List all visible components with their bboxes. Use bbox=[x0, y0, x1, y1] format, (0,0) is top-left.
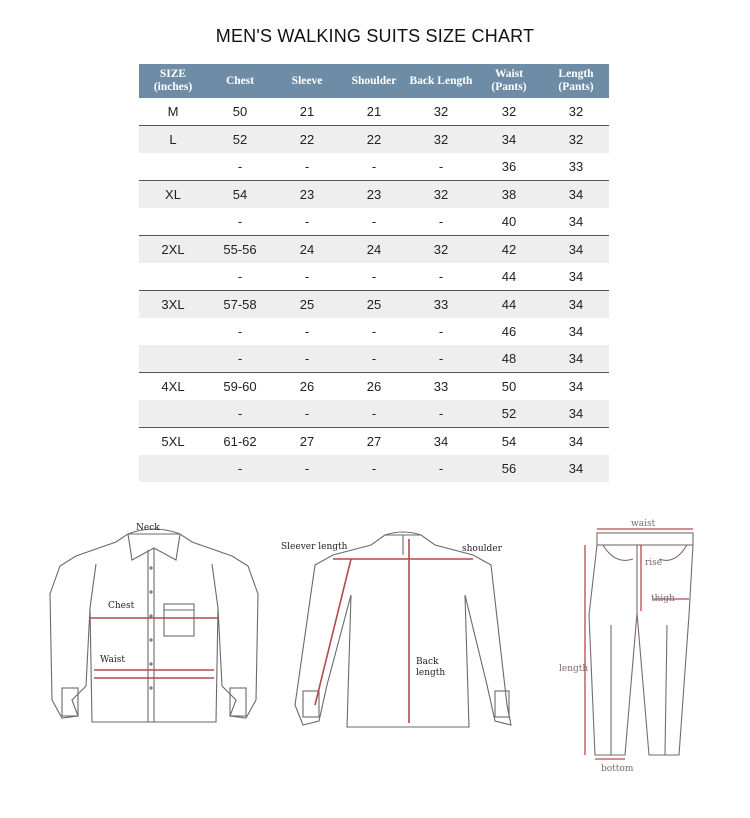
table-row bbox=[139, 428, 609, 456]
cell-shoulder: - bbox=[371, 159, 377, 174]
cell-chest: - bbox=[237, 269, 243, 284]
table-row bbox=[139, 291, 609, 319]
chart-title: MEN'S WALKING SUITS SIZE CHART bbox=[215, 26, 535, 46]
cell-back: 32 bbox=[407, 126, 475, 154]
cell-size bbox=[139, 345, 207, 373]
cell-length: 33 bbox=[568, 159, 584, 174]
table-row bbox=[139, 373, 609, 401]
cell-length: 34 bbox=[568, 324, 584, 339]
cell-sleeve: - bbox=[304, 159, 310, 174]
cell-sleeve: - bbox=[273, 400, 341, 428]
cell-shoulder: - bbox=[341, 345, 407, 373]
cell-back: 33 bbox=[407, 373, 475, 401]
cell-size bbox=[139, 208, 207, 236]
cell-shoulder: - bbox=[371, 269, 377, 284]
table-row bbox=[139, 400, 609, 428]
cell-shoulder: - bbox=[371, 214, 377, 229]
cell-back: 32 bbox=[407, 236, 475, 264]
cell-chest: - bbox=[237, 324, 243, 339]
table-row bbox=[139, 208, 609, 236]
table-row bbox=[139, 345, 609, 373]
cell-length: 34 bbox=[543, 400, 609, 428]
cell-waist: 50 bbox=[475, 373, 543, 401]
cell-size: L bbox=[139, 126, 207, 154]
cell-length: 34 bbox=[543, 455, 609, 482]
cell-size bbox=[139, 263, 207, 291]
cell-waist: 44 bbox=[475, 291, 543, 319]
thigh-label: thigh bbox=[651, 594, 675, 604]
cell-shoulder: 25 bbox=[341, 291, 407, 319]
cell-sleeve: 26 bbox=[273, 373, 341, 401]
cell-size bbox=[139, 318, 207, 345]
cell-length: 34 bbox=[568, 214, 584, 229]
cell-waist: 42 bbox=[475, 236, 543, 264]
cell-length: 34 bbox=[543, 373, 609, 401]
cell-length: 34 bbox=[568, 269, 584, 284]
cell-waist: 56 bbox=[475, 455, 543, 482]
neck-label: Neck bbox=[136, 523, 160, 533]
cell-chest: - bbox=[237, 214, 243, 229]
shirt-front-diagram bbox=[40, 510, 280, 735]
cell-shoulder: 22 bbox=[341, 126, 407, 154]
cell-length: 32 bbox=[543, 126, 609, 154]
cell-waist: 44 bbox=[501, 269, 517, 284]
cell-chest: 54 bbox=[207, 181, 273, 209]
size-chart-table bbox=[139, 64, 609, 482]
cell-shoulder: - bbox=[371, 324, 377, 339]
header-waist: Waist (Pants) bbox=[475, 64, 543, 98]
cell-waist: 48 bbox=[475, 345, 543, 373]
cell-waist: 52 bbox=[475, 400, 543, 428]
cell-shoulder: 23 bbox=[341, 181, 407, 209]
cell-back: - bbox=[407, 455, 475, 482]
shoulder-label: shoulder bbox=[462, 544, 502, 554]
cell-size bbox=[139, 153, 207, 181]
cell-back: 32 bbox=[407, 181, 475, 209]
cell-shoulder: 26 bbox=[341, 373, 407, 401]
header-row bbox=[139, 64, 609, 98]
cell-back: 34 bbox=[407, 428, 475, 456]
cell-waist: 32 bbox=[501, 104, 517, 119]
table-row bbox=[139, 236, 609, 264]
cell-back: - bbox=[438, 324, 444, 339]
cell-size bbox=[139, 400, 207, 428]
waist-label: Waist bbox=[100, 655, 125, 665]
cell-length: 34 bbox=[543, 291, 609, 319]
cell-waist: 38 bbox=[475, 181, 543, 209]
cell-chest: - bbox=[207, 400, 273, 428]
cell-back: 32 bbox=[433, 104, 449, 119]
table-row bbox=[139, 98, 609, 126]
table-row bbox=[139, 263, 609, 291]
cell-size: M bbox=[167, 104, 179, 119]
cell-length: 34 bbox=[543, 428, 609, 456]
chest-label: Chest bbox=[108, 601, 135, 611]
pants-length-label: length bbox=[559, 664, 589, 674]
cell-shoulder: 24 bbox=[341, 236, 407, 264]
cell-sleeve: - bbox=[304, 214, 310, 229]
bottom-label: bottom bbox=[601, 764, 634, 774]
rise-label: rise bbox=[645, 558, 663, 568]
cell-shoulder: 27 bbox=[341, 428, 407, 456]
cell-size: XL bbox=[139, 181, 207, 209]
cell-back: - bbox=[438, 214, 444, 229]
cell-size: 4XL bbox=[139, 373, 207, 401]
cell-shoulder: 21 bbox=[366, 104, 382, 119]
sleeve-length-label: Sleever length bbox=[281, 542, 348, 552]
header-chest: Chest bbox=[207, 64, 273, 98]
cell-waist: 36 bbox=[501, 159, 517, 174]
header-size: SIZE (inches) bbox=[139, 64, 207, 98]
cell-size bbox=[139, 455, 207, 482]
cell-sleeve: 22 bbox=[273, 126, 341, 154]
cell-length: 34 bbox=[543, 236, 609, 264]
cell-chest: 50 bbox=[232, 104, 248, 119]
cell-chest: - bbox=[207, 455, 273, 482]
cell-chest: - bbox=[237, 159, 243, 174]
cell-back: - bbox=[407, 345, 475, 373]
cell-shoulder: - bbox=[341, 455, 407, 482]
cell-waist: 34 bbox=[475, 126, 543, 154]
cell-chest: - bbox=[207, 345, 273, 373]
table-row bbox=[139, 153, 609, 181]
table-row bbox=[139, 455, 609, 482]
cell-sleeve: - bbox=[273, 455, 341, 482]
cell-length: 34 bbox=[543, 181, 609, 209]
cell-waist: 46 bbox=[501, 324, 517, 339]
cell-length: 34 bbox=[543, 345, 609, 373]
cell-length: 32 bbox=[568, 104, 584, 119]
table-row bbox=[139, 181, 609, 209]
cell-sleeve: 24 bbox=[273, 236, 341, 264]
pants-diagram bbox=[555, 515, 715, 775]
cell-size: 5XL bbox=[139, 428, 207, 456]
pants-waist-label: waist bbox=[631, 519, 656, 529]
cell-size: 2XL bbox=[139, 236, 207, 264]
header-shoulder: Shoulder bbox=[341, 64, 407, 98]
back-length-label-1: Back bbox=[416, 657, 439, 667]
cell-back: - bbox=[407, 400, 475, 428]
shirt-back-diagram bbox=[275, 525, 515, 740]
cell-sleeve: 27 bbox=[273, 428, 341, 456]
cell-waist: 54 bbox=[475, 428, 543, 456]
back-length-label-2: length bbox=[416, 668, 446, 678]
header-sleeve: Sleeve bbox=[273, 64, 341, 98]
cell-sleeve: - bbox=[273, 345, 341, 373]
table-row bbox=[139, 318, 609, 345]
cell-chest: 52 bbox=[207, 126, 273, 154]
cell-waist: 40 bbox=[501, 214, 517, 229]
cell-size: 3XL bbox=[139, 291, 207, 319]
cell-chest: 59-60 bbox=[207, 373, 273, 401]
table-row bbox=[139, 126, 609, 154]
cell-shoulder: - bbox=[341, 400, 407, 428]
cell-chest: 61-62 bbox=[207, 428, 273, 456]
cell-back: 33 bbox=[407, 291, 475, 319]
cell-chest: 55-56 bbox=[207, 236, 273, 264]
cell-back: - bbox=[438, 159, 444, 174]
cell-sleeve: - bbox=[304, 324, 310, 339]
cell-sleeve: 21 bbox=[299, 104, 315, 119]
cell-sleeve: - bbox=[304, 269, 310, 284]
header-back-length: Back Length bbox=[407, 64, 475, 98]
cell-back: - bbox=[438, 269, 444, 284]
cell-chest: 57-58 bbox=[207, 291, 273, 319]
header-length: Length (Pants) bbox=[543, 64, 609, 98]
cell-sleeve: 25 bbox=[273, 291, 341, 319]
cell-sleeve: 23 bbox=[273, 181, 341, 209]
